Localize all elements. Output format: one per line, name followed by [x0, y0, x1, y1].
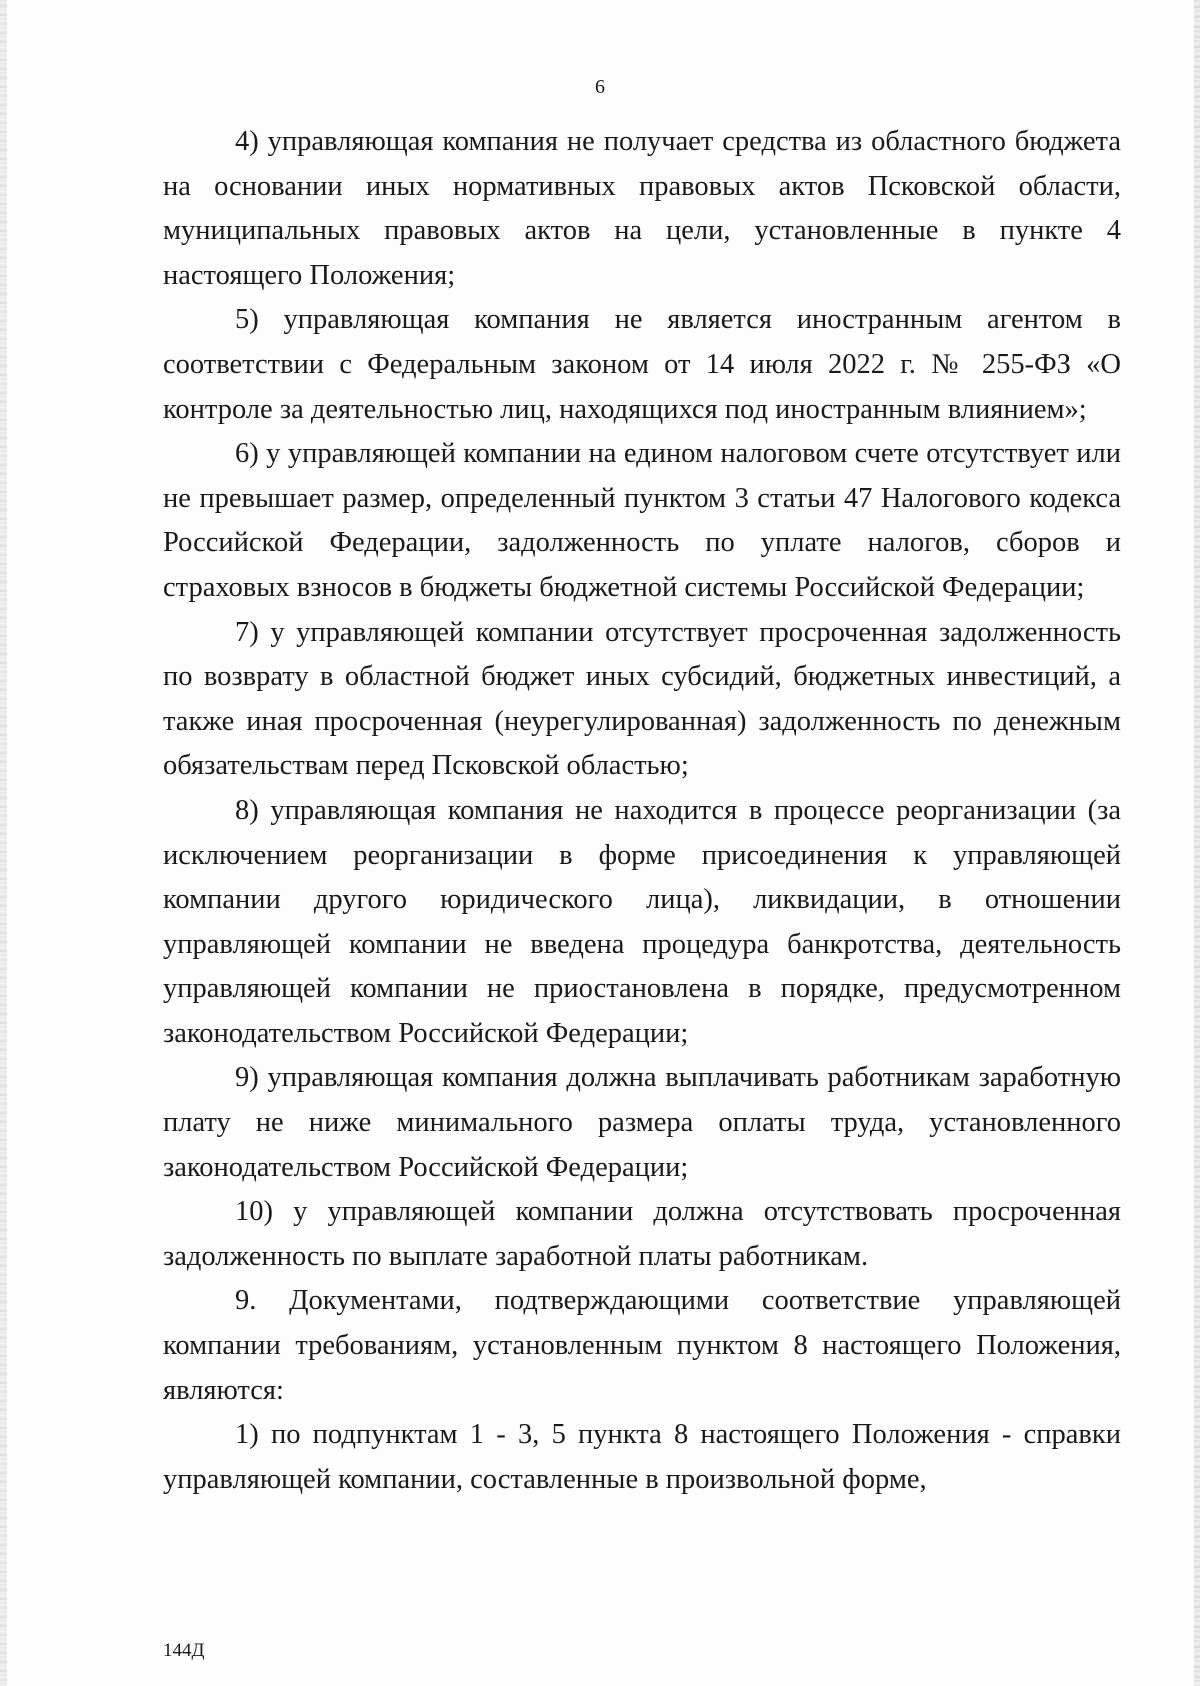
scan-edge-left	[0, 0, 7, 1686]
page-number: 6	[595, 76, 605, 98]
paragraph-item-10: 10) у управляющей компании должна отсутствовать просроченная задолженность по выплате заработной платы работникам.	[163, 1196, 1121, 1272]
paragraph-clause-9-item-1: 1) по подпунктам 1 - 3, 5 пункта 8 настоящего Положения - справки управляющей компании, составленные в произвольной форме,	[163, 1419, 1121, 1495]
paragraph-item-9: 9) управляющая компания должна выплачивать работникам заработную плату не ниже минимального размера оплаты труда, установленного законодательством Российской Федерации;	[163, 1062, 1121, 1183]
footer-document-code: 144Д	[163, 1640, 205, 1661]
paragraph-clause-9: 9. Документами, подтверждающими соответствие управляющей компании требованиям, установленным пунктом 8 настоящего Положения, являются:	[163, 1285, 1121, 1406]
scan-edge-right	[1194, 0, 1200, 1686]
paragraph-item-7: 7) у управляющей компании отсутствует просроченная задолженность по возврату в областной бюджет иных субсидий, бюджетных инвестиций, а также иная просроченная (неурегулированная) задолженность по денежным обязательствам перед Псковской областью;	[163, 616, 1121, 782]
paragraph-item-4: 4) управляющая компания не получает средства из областного бюджета на основании иных нормативных правовых актов Псковской области, муниципальных правовых актов на цели, установленные в пункте 4 настоящего Положения;	[163, 126, 1121, 291]
paragraph-item-5: 5) управляющая компания не является иностранным агентом в соответствии с Федеральным законом от 14 июля 2022 г. № 255-ФЗ «О контроле за деятельностью лиц, находящихся под иностранным влиянием»;	[163, 304, 1121, 425]
document-body	[163, 120, 1121, 1502]
paragraph-item-8: 8) управляющая компания не находится в процессе реорганизации (за исключением реорганизации в форме присоединения к управляющей компании другого юридического лица), ликвидации, в отношении управляющей компании не введена процедура банкротства, деятельность управляющей компании не приостановлена в порядке, предусмотренном законодательством Российской Федерации;	[163, 794, 1121, 1049]
paragraph-item-6: 6) у управляющей компании на едином налоговом счете отсутствует или не превышает размер, определенный пунктом 3 статьи 47 Налогового кодекса Российской Федерации, задолженность по уплате налогов, сборов и страховых взносов в бюджеты бюджетной системы Российской Федерации;	[163, 438, 1121, 603]
